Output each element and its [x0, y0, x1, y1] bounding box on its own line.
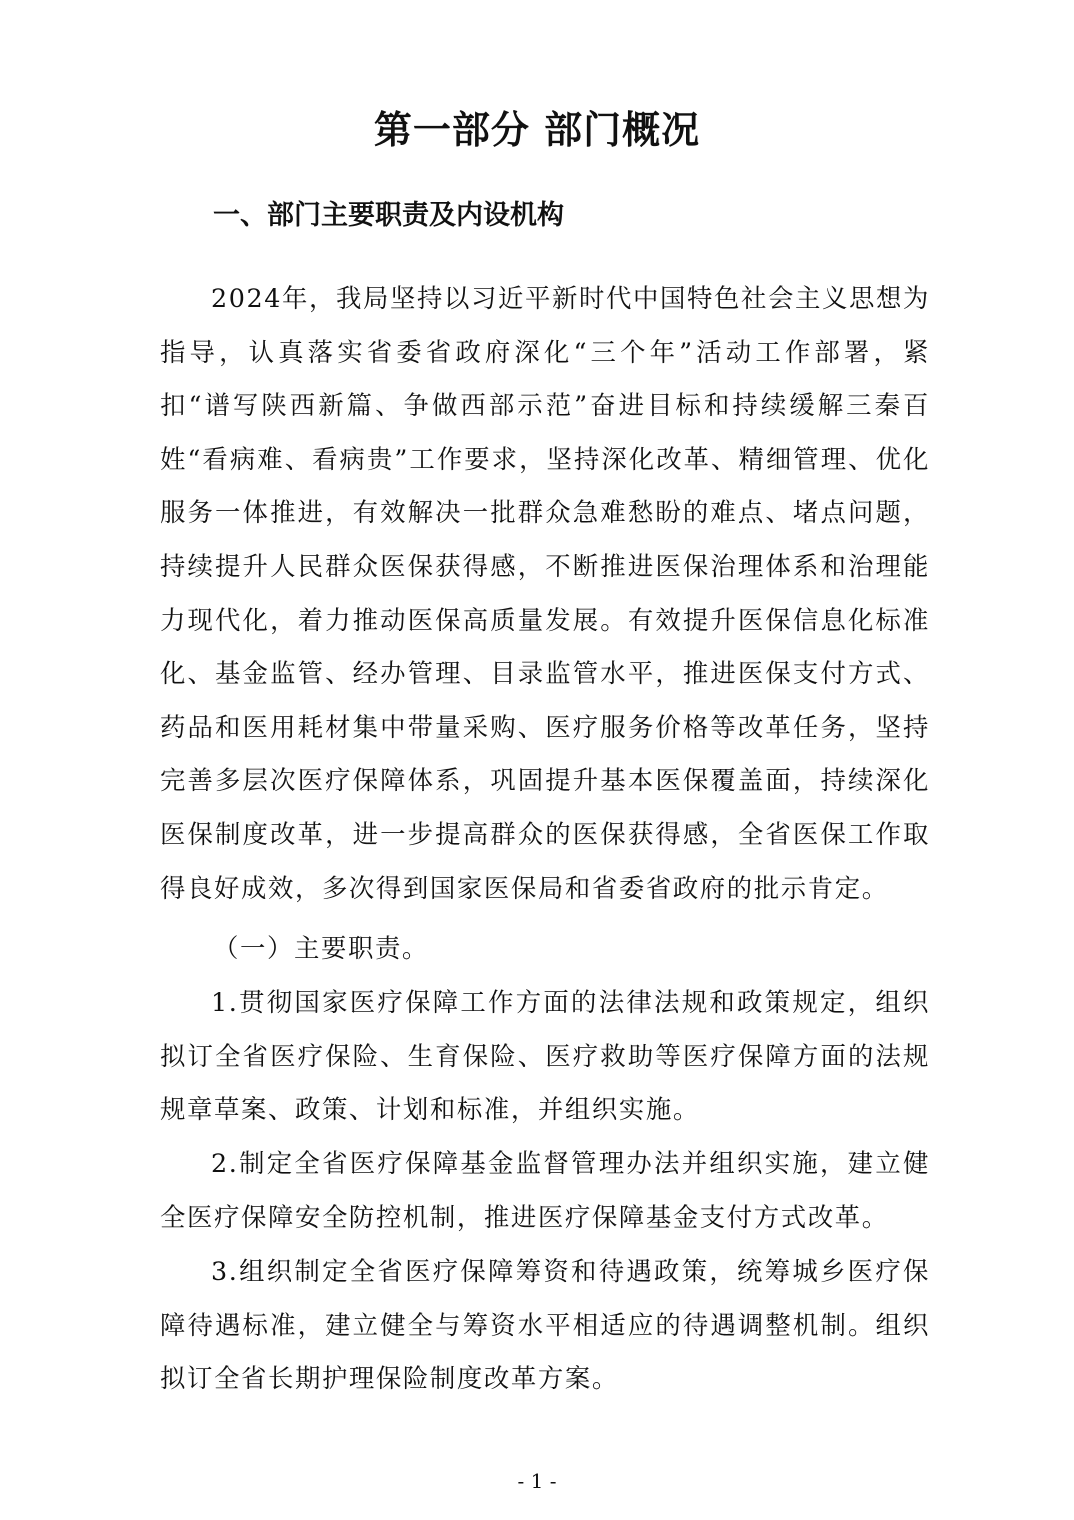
- duty-item-3: 3.组织制定全省医疗保障筹资和待遇政策，统筹城乡医疗保障待遇标准，建立健全与筹资水平相适应的待遇调整机制。组织拟订全省长期护理保险制度改革方案。: [160, 1256, 930, 1394]
- subsection-heading: （一）主要职责。: [213, 933, 429, 963]
- duty-item-1: 1.贯彻国家医疗保障工作方面的法律法规和政策规定，组织拟订全省医疗保险、生育保险、医疗救助等医疗保障方面的法规规章草案、政策、计划和标准，并组织实施。: [160, 987, 930, 1125]
- page-number: - 1 -: [517, 1469, 557, 1493]
- section-heading: 一、部门主要职责及内设机构: [213, 200, 564, 231]
- page-title: 第一部分 部门概况: [373, 107, 701, 152]
- intro-paragraph: 2024年，我局坚持以习近平新时代中国特色社会主义思想为指导，认真落实省委省政府深化“三个年”活动工作部署，紧扣“谱写陕西新篇、争做西部示范”奋进目标和持续缓解三秦百姓“看病难、看病贵”工作要求，坚持深化改革、精细管理、优化服务一体推进，有效解决一批群众急难愁盼的难点、堵点问题，持续提升人民群众医保获得感，不断推进医保治理体系和治理能力现代化，着力推动医保高质量发展。有效提升医保信息化标准化、基金监管、经办管理、目录监管水平，推进医保支付方式、药品和医用耗材集中带量采购、医疗服务价格等改革任务，坚持完善多层次医疗保障体系，巩固提升基本医保覆盖面，持续深化医保制度改革，进一步提高群众的医保获得感，全省医保工作取得良好成效，多次得到国家医保局和省委省政府的批示肯定。: [160, 283, 930, 903]
- duty-item-2: 2.制定全省医疗保障基金监督管理办法并组织实施，建立健全医疗保障安全防控机制，推进医疗保障基金支付方式改革。: [160, 1148, 930, 1232]
